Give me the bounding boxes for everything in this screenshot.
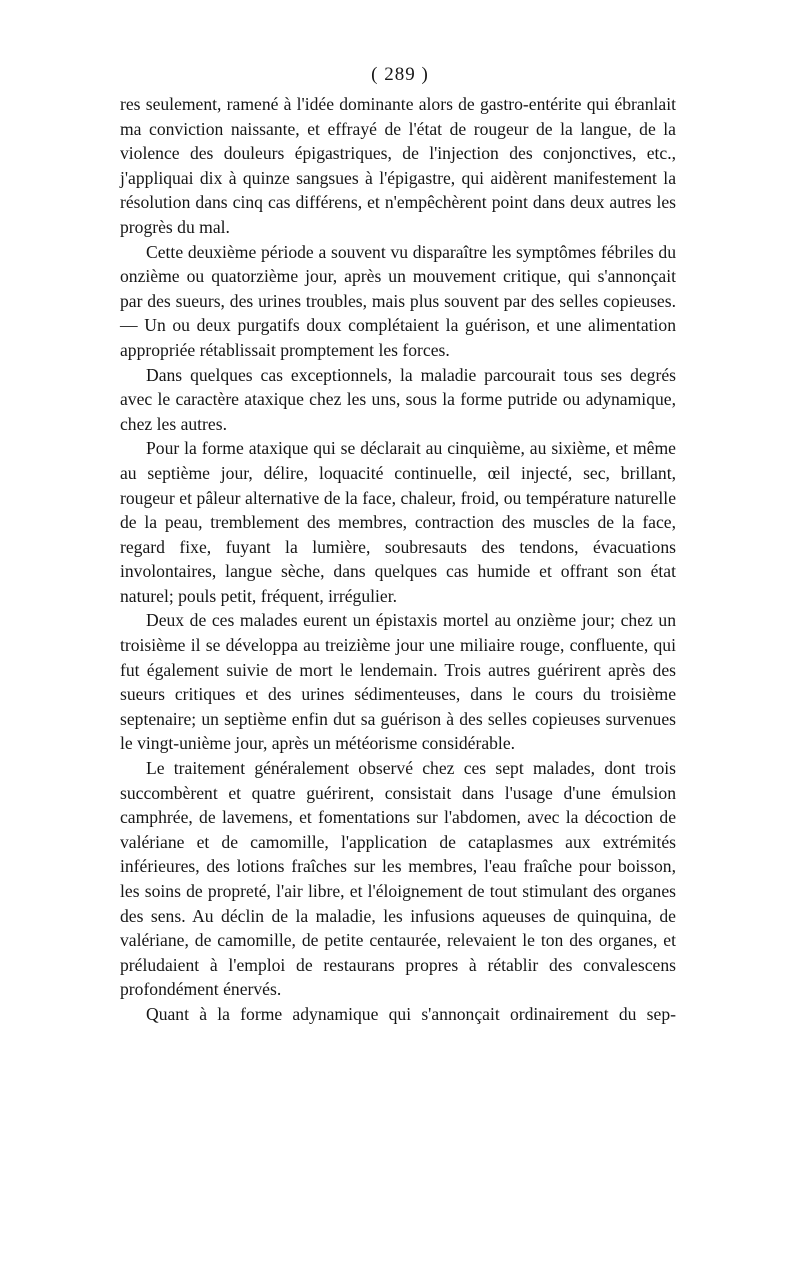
page-number: ( 289 ) bbox=[371, 64, 429, 85]
paragraph-exceptional-cases: Dans quelques cas exceptionnels, la maladie parcourait tous ses degrés avec le caractère ataxique chez les uns, sous la forme putride ou adynamique, chez les autres. bbox=[120, 364, 676, 434]
paragraph-adynamic-form: Quant à la forme adynamique qui s'annonçait ordinairement du sep- bbox=[146, 1003, 676, 1024]
paragraph-outcomes: Deux de ces malades eurent un épistaxis mortel au onzième jour; chez un troisième il se développa au treizième jour une miliaire rouge, confluente, qui fut également suivie de mort le lendemain. Trois autres guérirent après des sueurs critiques et des urines sédimenteuses, dans le cours du troisième septenaire; un septième enfin dut sa guérison à des selles copieuses survenues le vingt-unième jour, après un météorisme considérable. bbox=[120, 610, 676, 754]
paragraph-treatment: Le traitement généralement observé chez ces sept malades, dont trois succombèrent et quatre guérirent, consistait dans l'usage d'une émulsion camphrée, de lavemens, et fomentations sur l'abdomen, avec la décoction de valériane et de camomille, l'application de cataplasmes aux extrémités inférieures, des lotions fraîches sur les membres, l'eau fraîche pour boisson, les soins de propreté, l'air libre, et l'éloignement de tout stimulant des organes des sens. Au déclin de la maladie, les infusions aqueuses de quinquina, de valériane, de camomille, de petite centaurée, relevaient le ton des organes, et préludaient à l'emploi de restaurans propres à rétablir des convalescens profondément énervés. bbox=[120, 758, 676, 1000]
paragraph-continuation: res seulement, ramené à l'idée dominante alors de gastro-entérite qui ébranlait ma conviction naissante, et effrayé de l'état de rougeur de la langue, de la violence des douleurs épigastriques, de l'injection des conjonctives, etc., j'appliquai dix à quinze sangsues à l'épigastre, qui aidèrent manifestement la résolution dans cinq cas différens, et n'empêchèrent point dans deux autres les progrès du mal. bbox=[120, 94, 676, 237]
paragraph-second-period: Cette deuxième période a souvent vu disparaître les symptômes fébriles du onzième ou quatorzième jour, après un mouvement critique, qui s'annonçait par des sueurs, des urines troubles, mais plus souvent par des selles copieuses. — Un ou deux purgatifs doux complétaient la guérison, et une alimentation appropriée rétablissait promptement les forces. bbox=[120, 241, 676, 360]
paragraph-ataxic-form: Pour la forme ataxique qui se déclarait au cinquième, au sixième, et même au septième jour, délire, loquacité continuelle, œil injecté, sec, brillant, rougeur et pâleur alternative de la face, chaleur, froid, ou température naturelle de la peau, tremblement des membres, contraction des muscles de la face, regard fixe, fuyant la lumière, soubresauts des tendons, évacuations involontaires, langue sèche, dans quelques cas humide et offrant son état naturel; pouls petit, fréquent, irrégulier. bbox=[120, 438, 676, 606]
body-text bbox=[120, 92, 676, 1027]
